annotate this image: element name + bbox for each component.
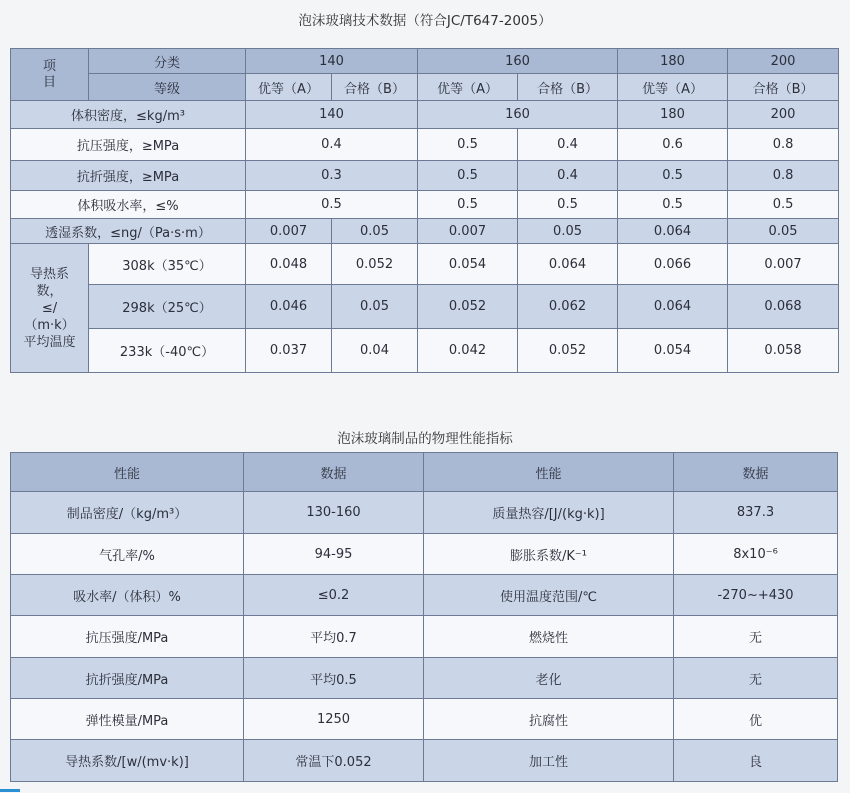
data-cell: ≤0.2 bbox=[244, 575, 424, 616]
property-cell: 抗腐性 bbox=[424, 699, 674, 740]
data-cell: 常温下0.052 bbox=[244, 740, 424, 782]
property-cell: 制品密度/（kg/m³） bbox=[11, 492, 244, 534]
value-cell: 0.3 bbox=[246, 161, 418, 191]
value-cell: 0.05 bbox=[518, 219, 618, 244]
item-header: 项 目 bbox=[11, 49, 89, 101]
header-data: 数据 bbox=[244, 453, 424, 492]
value-cell: 0.007 bbox=[246, 219, 332, 244]
value-cell: 0.054 bbox=[418, 244, 518, 285]
value-cell: 0.05 bbox=[332, 285, 418, 329]
data-cell: 平均0.7 bbox=[244, 616, 424, 658]
value-cell: 0.5 bbox=[418, 129, 518, 161]
data-cell: 94-95 bbox=[244, 534, 424, 575]
value-cell: 0.058 bbox=[728, 329, 839, 373]
value-cell: 140 bbox=[246, 101, 418, 129]
data-cell: -270~+430 bbox=[674, 575, 838, 616]
class-160-header: 160 bbox=[418, 49, 618, 74]
property-cell: 使用温度范围/℃ bbox=[424, 575, 674, 616]
value-cell: 0.007 bbox=[418, 219, 518, 244]
grade-cell: 优等（A） bbox=[246, 74, 332, 101]
value-cell: 0.052 bbox=[518, 329, 618, 373]
value-cell: 0.054 bbox=[618, 329, 728, 373]
header-data: 数据 bbox=[674, 453, 838, 492]
header-property: 性能 bbox=[424, 453, 674, 492]
data-cell: 良 bbox=[674, 740, 838, 782]
grade-header: 等级 bbox=[89, 74, 246, 101]
property-cell: 吸水率/（体积）% bbox=[11, 575, 244, 616]
value-cell: 0.048 bbox=[246, 244, 332, 285]
data-cell: 1250 bbox=[244, 699, 424, 740]
temp-cell: 233k（-40℃） bbox=[89, 329, 246, 373]
property-cell: 导热系数/[w/(mv·k)] bbox=[11, 740, 244, 782]
data-cell: 优 bbox=[674, 699, 838, 740]
value-cell: 0.007 bbox=[728, 244, 839, 285]
value-cell: 0.066 bbox=[618, 244, 728, 285]
data-cell: 无 bbox=[674, 616, 838, 658]
data-cell: 8x10⁻⁶ bbox=[674, 534, 838, 575]
absorption-label: 体积吸水率，≤% bbox=[11, 191, 246, 219]
value-cell: 0.042 bbox=[418, 329, 518, 373]
value-cell: 180 bbox=[618, 101, 728, 129]
property-cell: 抗折强度/MPa bbox=[11, 658, 244, 699]
value-cell: 0.4 bbox=[518, 161, 618, 191]
property-cell: 燃烧性 bbox=[424, 616, 674, 658]
property-cell: 质量热容/[J/(kg·k)] bbox=[424, 492, 674, 534]
value-cell: 0.068 bbox=[728, 285, 839, 329]
value-cell: 0.5 bbox=[728, 191, 839, 219]
value-cell: 0.4 bbox=[246, 129, 418, 161]
value-cell: 0.064 bbox=[518, 244, 618, 285]
value-cell: 0.4 bbox=[518, 129, 618, 161]
class-200-header: 200 bbox=[728, 49, 839, 74]
value-cell: 0.8 bbox=[728, 161, 839, 191]
value-cell: 0.05 bbox=[728, 219, 839, 244]
grade-cell: 合格（B） bbox=[518, 74, 618, 101]
grade-cell: 优等（A） bbox=[618, 74, 728, 101]
value-cell: 0.046 bbox=[246, 285, 332, 329]
header-property: 性能 bbox=[11, 453, 244, 492]
value-cell: 0.052 bbox=[332, 244, 418, 285]
value-cell: 0.05 bbox=[332, 219, 418, 244]
value-cell: 0.5 bbox=[418, 161, 518, 191]
conductivity-label: 导热系 数， ≤/ （m·k） 平均温度 bbox=[11, 244, 89, 373]
data-cell: 837.3 bbox=[674, 492, 838, 534]
value-cell: 0.037 bbox=[246, 329, 332, 373]
value-cell: 0.04 bbox=[332, 329, 418, 373]
value-cell: 0.5 bbox=[246, 191, 418, 219]
value-cell: 0.5 bbox=[618, 161, 728, 191]
temp-cell: 298k（25℃） bbox=[89, 285, 246, 329]
value-cell: 0.064 bbox=[618, 285, 728, 329]
physical-properties-table bbox=[10, 452, 838, 782]
density-label: 体积密度，≤kg/m³ bbox=[11, 101, 246, 129]
value-cell: 200 bbox=[728, 101, 839, 129]
property-cell: 弹性模量/MPa bbox=[11, 699, 244, 740]
value-cell: 0.6 bbox=[618, 129, 728, 161]
grade-cell: 优等（A） bbox=[418, 74, 518, 101]
property-cell: 抗压强度/MPa bbox=[11, 616, 244, 658]
property-cell: 老化 bbox=[424, 658, 674, 699]
flexural-label: 抗折强度，≥MPa bbox=[11, 161, 246, 191]
value-cell: 0.052 bbox=[418, 285, 518, 329]
data-cell: 130-160 bbox=[244, 492, 424, 534]
permeability-label: 透湿系数，≤ng/（Pa·s·m） bbox=[11, 219, 246, 244]
category-header: 分类 bbox=[89, 49, 246, 74]
value-cell: 0.064 bbox=[618, 219, 728, 244]
value-cell: 160 bbox=[418, 101, 618, 129]
value-cell: 0.5 bbox=[618, 191, 728, 219]
grade-cell: 合格（B） bbox=[728, 74, 839, 101]
table1-title: 泡沫玻璃技术数据（符合JC/T647-2005） bbox=[298, 13, 552, 29]
technical-data-table bbox=[10, 48, 839, 373]
value-cell: 0.062 bbox=[518, 285, 618, 329]
compressive-label: 抗压强度，≥MPa bbox=[11, 129, 246, 161]
corner-accent bbox=[0, 789, 20, 792]
value-cell: 0.5 bbox=[518, 191, 618, 219]
class-180-header: 180 bbox=[618, 49, 728, 74]
temp-cell: 308k（35℃） bbox=[89, 244, 246, 285]
class-140-header: 140 bbox=[246, 49, 418, 74]
property-cell: 加工性 bbox=[424, 740, 674, 782]
grade-cell: 合格（B） bbox=[332, 74, 418, 101]
value-cell: 0.8 bbox=[728, 129, 839, 161]
table2-title: 泡沫玻璃制品的物理性能指标 bbox=[337, 431, 513, 447]
value-cell: 0.5 bbox=[418, 191, 518, 219]
property-cell: 膨胀系数/K⁻¹ bbox=[424, 534, 674, 575]
property-cell: 气孔率/% bbox=[11, 534, 244, 575]
data-cell: 平均0.5 bbox=[244, 658, 424, 699]
data-cell: 无 bbox=[674, 658, 838, 699]
